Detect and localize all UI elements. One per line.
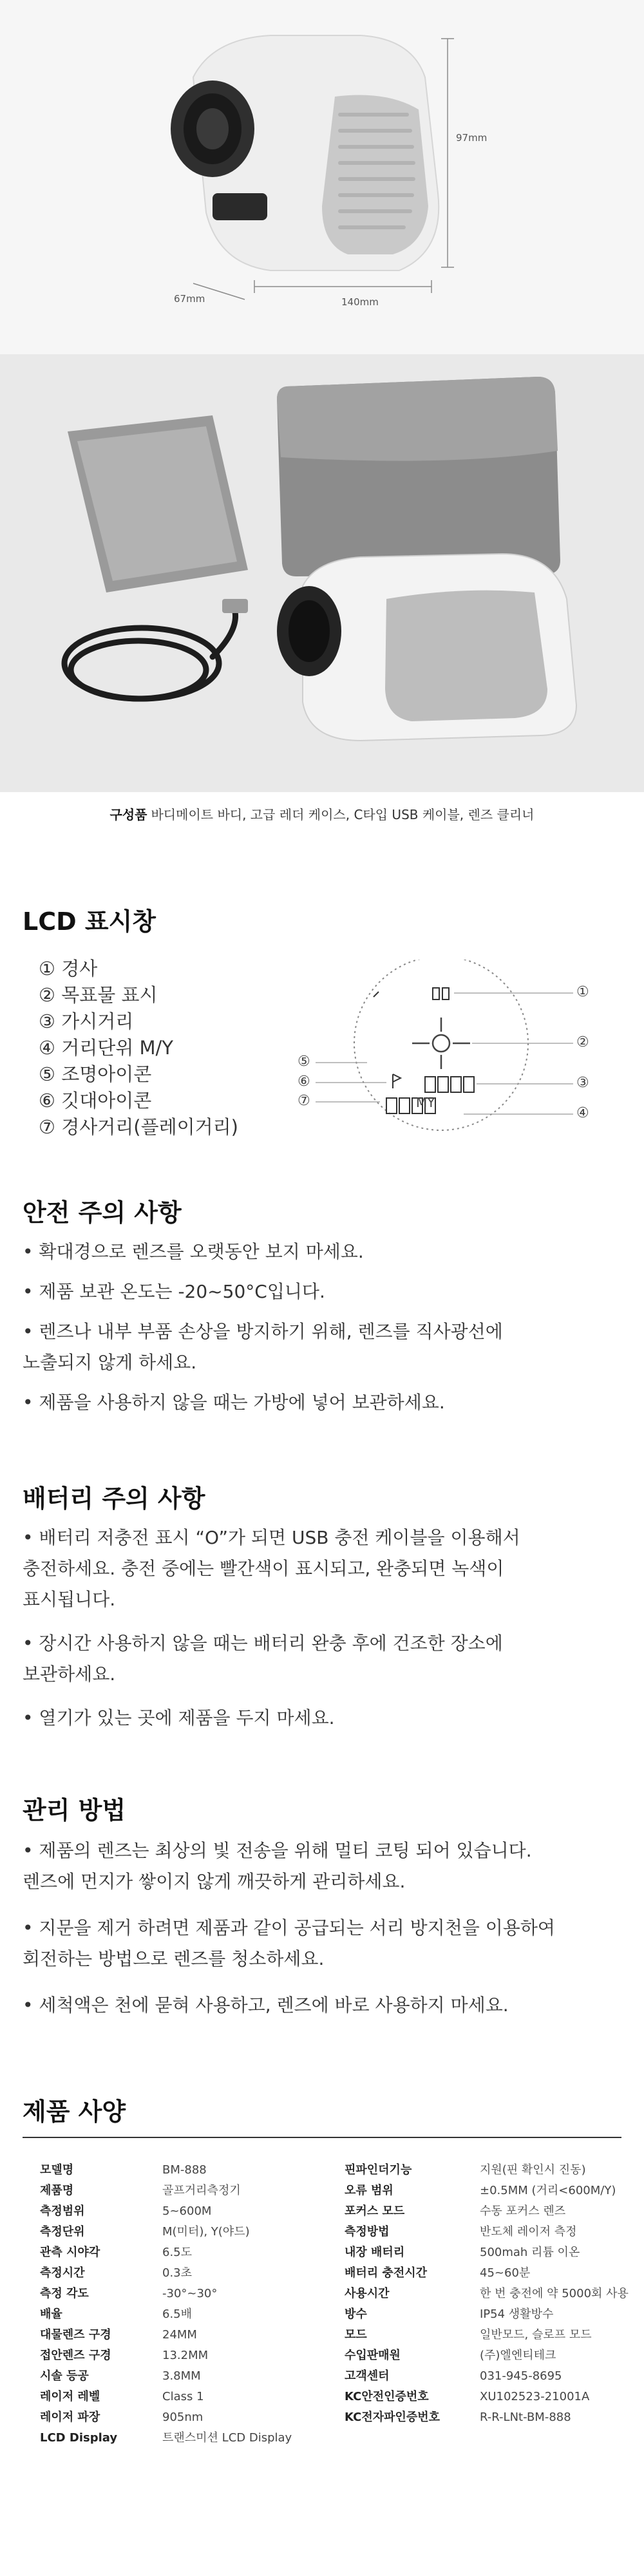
spec-key: 방수 [345, 2307, 367, 2321]
spec-key: 측정방법 [345, 2225, 390, 2239]
lcd-unit-text: MY [416, 1095, 435, 1110]
length-dimension-label: 140mm [341, 296, 379, 308]
spec-row [40, 2284, 310, 2304]
care-item: • 세척액은 천에 묻혀 사용하고, 렌즈에 바로 사용하지 마세요. [23, 1994, 509, 2016]
lcd-display-illustration [290, 960, 625, 1153]
spec-value: BM-888 [162, 2163, 207, 2177]
spec-row [40, 2428, 310, 2448]
spec-key: 배율 [40, 2307, 62, 2321]
battery-list [23, 1522, 628, 1734]
spec-row [345, 2304, 628, 2325]
spec-key: KC전자파인증번호 [345, 2410, 440, 2424]
spec-value: (주)엘엔티테크 [480, 2349, 556, 2362]
package-caption-items: 바디메이트 바디, 고급 레더 케이스, C타입 USB 케이블, 렌즈 클리너 [151, 807, 535, 822]
spec-key: 레이저 파장 [40, 2410, 100, 2424]
spec-value: 트랜스미션 LCD Display [162, 2431, 292, 2445]
spec-row [345, 2222, 628, 2242]
spec-row [345, 2160, 628, 2181]
spec-key: 레이저 레벨 [40, 2390, 100, 2403]
spec-row [40, 2387, 310, 2407]
lcd-legend-list [39, 956, 309, 1141]
spec-row [345, 2366, 628, 2387]
lcd-legend-item: ④ 거리단위 M/Y [39, 1037, 173, 1059]
spec-row [345, 2284, 628, 2304]
spec-key: 고객센터 [345, 2369, 390, 2383]
spec-row [40, 2181, 310, 2201]
spec-value: 반도체 레이저 측정 [480, 2225, 577, 2239]
lcd-callout-4: ④ [576, 1105, 589, 1121]
spec-value: XU102523-21001A [480, 2390, 590, 2403]
package-photo [0, 354, 644, 792]
spec-key: 핀파인더기능 [345, 2163, 412, 2177]
spec-key: KC안전인증번호 [345, 2390, 429, 2403]
spec-key: 관측 시야각 [40, 2246, 100, 2259]
battery-item: • 장시간 사용하지 않을 때는 배터리 완충 후에 건조한 장소에 [23, 1633, 503, 1654]
spec-value: M(미터), Y(야드) [162, 2225, 250, 2239]
spec-key: 모드 [345, 2328, 367, 2342]
spec-key: 내장 배터리 [345, 2246, 405, 2259]
spec-row [40, 2407, 310, 2428]
spec-value: R-R-LNt-BM-888 [480, 2410, 571, 2424]
spec-value: 031-945-8695 [480, 2369, 562, 2383]
spec-key: 배터리 충전시간 [345, 2266, 427, 2280]
spec-row [345, 2181, 628, 2201]
spec-key: 오류 범위 [345, 2184, 393, 2197]
spec-value: 한 번 충전에 약 5000회 사용 [480, 2287, 629, 2300]
care-item: • 지문을 제거 하려면 제품과 같이 공급되는 서리 방지천을 이용하여 [23, 1917, 555, 1938]
height-dimension-label: 97mm [456, 132, 488, 144]
battery-item: • 배터리 저충전 표시 “O”가 되면 USB 충전 케이블을 이용해서 [23, 1527, 520, 1548]
battery-item: 보관하세요. [23, 1663, 116, 1685]
spec-key: 측정시간 [40, 2266, 85, 2280]
spec-value: Class 1 [162, 2390, 204, 2403]
safety-item: 노출되지 않게 하세요. [23, 1352, 197, 1373]
safety-section-title: 안전 주의 사항 [23, 1198, 182, 1227]
lcd-callout-7: ⑦ [298, 1093, 310, 1109]
care-item: 회전하는 방법으로 렌즈를 청소하세요. [23, 1948, 325, 1969]
spec-key: 수입판매원 [345, 2349, 401, 2362]
package-contents-illustration [0, 354, 644, 792]
spec-value: 지원(핀 확인시 진동) [480, 2163, 586, 2177]
spec-key: 모델명 [40, 2163, 74, 2177]
spec-key: 사용시간 [345, 2287, 390, 2300]
safety-item: • 제품 보관 온도는 -20~50°C입니다. [23, 1281, 325, 1302]
spec-row [40, 2201, 310, 2222]
spec-value: IP54 생활방수 [480, 2307, 554, 2321]
spec-value: -30°~30° [162, 2287, 218, 2300]
specs-section-title: 제품 사양 [23, 2098, 126, 2126]
lcd-legend-item: ⑥ 깃대아이콘 [39, 1090, 152, 1112]
spec-row [40, 2242, 310, 2263]
spec-value: ±0.5MM (거리<600M/Y) [480, 2184, 616, 2197]
safety-item: • 제품을 사용하지 않을 때는 가방에 넣어 보관하세요. [23, 1392, 445, 1413]
spec-value: 5~600M [162, 2204, 212, 2218]
specs-right-column [345, 2160, 628, 2456]
spec-value: 6.5배 [162, 2307, 193, 2321]
spec-value: 일반모드, 슬로프 모드 [480, 2328, 592, 2342]
package-caption [0, 792, 644, 837]
lcd-legend-item: ② 목표물 표시 [39, 984, 158, 1006]
lcd-callout-1: ① [576, 984, 589, 1000]
care-list [23, 1835, 628, 2021]
lcd-legend-item: ① 경사 [39, 958, 98, 980]
spec-row [40, 2325, 310, 2345]
spec-key: LCD Display [40, 2431, 118, 2445]
spec-row [345, 2387, 628, 2407]
spec-key: 대물렌즈 구경 [40, 2328, 111, 2342]
spec-key: 측정단위 [40, 2225, 85, 2239]
spec-key: 포커스 모드 [345, 2204, 405, 2218]
spec-key: 제품명 [40, 2184, 74, 2197]
package-caption-label: 구성품 [109, 807, 147, 822]
width-dimension-label: 67mm [174, 293, 205, 305]
spec-row [345, 2263, 628, 2284]
spec-value: 500mah 리튬 이온 [480, 2246, 580, 2259]
spec-row [40, 2160, 310, 2181]
spec-row [40, 2304, 310, 2325]
dimension-section [0, 0, 644, 354]
spec-row [40, 2345, 310, 2366]
spec-key: 측정 각도 [40, 2287, 89, 2300]
spec-row [345, 2242, 628, 2263]
spec-row [40, 2222, 310, 2242]
safety-item: • 렌즈나 내부 부품 손상을 방지하기 위해, 렌즈를 직사광선에 [23, 1321, 503, 1342]
safety-list [23, 1236, 628, 1418]
lcd-callout-6: ⑥ [298, 1074, 310, 1090]
spec-value: 905nm [162, 2410, 204, 2424]
rangefinder-dimension-drawing [0, 0, 644, 354]
specs-left-column [40, 2160, 310, 2456]
spec-value: 6.5도 [162, 2246, 193, 2259]
spec-row [345, 2407, 628, 2428]
spec-row [345, 2325, 628, 2345]
spec-value: 24MM [162, 2328, 197, 2342]
spec-value: 13.2MM [162, 2349, 209, 2362]
spec-value: 수동 포커스 렌즈 [480, 2204, 566, 2218]
lcd-callout-5: ⑤ [298, 1054, 310, 1070]
spec-row [345, 2201, 628, 2222]
care-section-title: 관리 방법 [23, 1796, 126, 1824]
specs-top-divider [23, 2137, 621, 2138]
battery-item: 표시됩니다. [23, 1589, 116, 1610]
lcd-callout-3: ③ [576, 1075, 589, 1091]
spec-key: 측정범위 [40, 2204, 85, 2218]
battery-item: • 열기가 있는 곳에 제품을 두지 마세요. [23, 1707, 335, 1728]
battery-item: 충전하세요. 충전 중에는 빨간색이 표시되고, 완충되면 녹색이 [23, 1558, 504, 1579]
spec-row [345, 2345, 628, 2366]
care-item: • 제품의 렌즈는 최상의 빛 전송을 위해 멀티 코팅 되어 있습니다. [23, 1840, 532, 1861]
lcd-callout-2: ② [576, 1034, 589, 1050]
spec-row [40, 2366, 310, 2387]
spec-key: 접안렌즈 구경 [40, 2349, 111, 2362]
spec-value: 골프거리측정기 [162, 2184, 241, 2197]
lcd-legend-item: ⑦ 경사거리(플레이거리) [39, 1116, 238, 1138]
safety-item: • 확대경으로 렌즈를 오랫동안 보지 마세요. [23, 1241, 364, 1262]
spec-value: 0.3초 [162, 2266, 193, 2280]
spec-key: 시솔 등공 [40, 2369, 89, 2383]
spec-value: 3.8MM [162, 2369, 201, 2383]
spec-row [40, 2263, 310, 2284]
battery-section-title: 배터리 주의 사항 [23, 1484, 205, 1513]
lcd-section-title: LCD 표시창 [23, 907, 156, 936]
lcd-legend-item: ③ 가시거리 [39, 1010, 134, 1032]
care-item: 렌즈에 먼지가 쌓이지 않게 깨끗하게 관리하세요. [23, 1871, 406, 1892]
lcd-diagram [290, 960, 625, 1153]
lcd-legend-item: ⑤ 조명아이콘 [39, 1063, 152, 1085]
spec-value: 45~60분 [480, 2266, 531, 2280]
